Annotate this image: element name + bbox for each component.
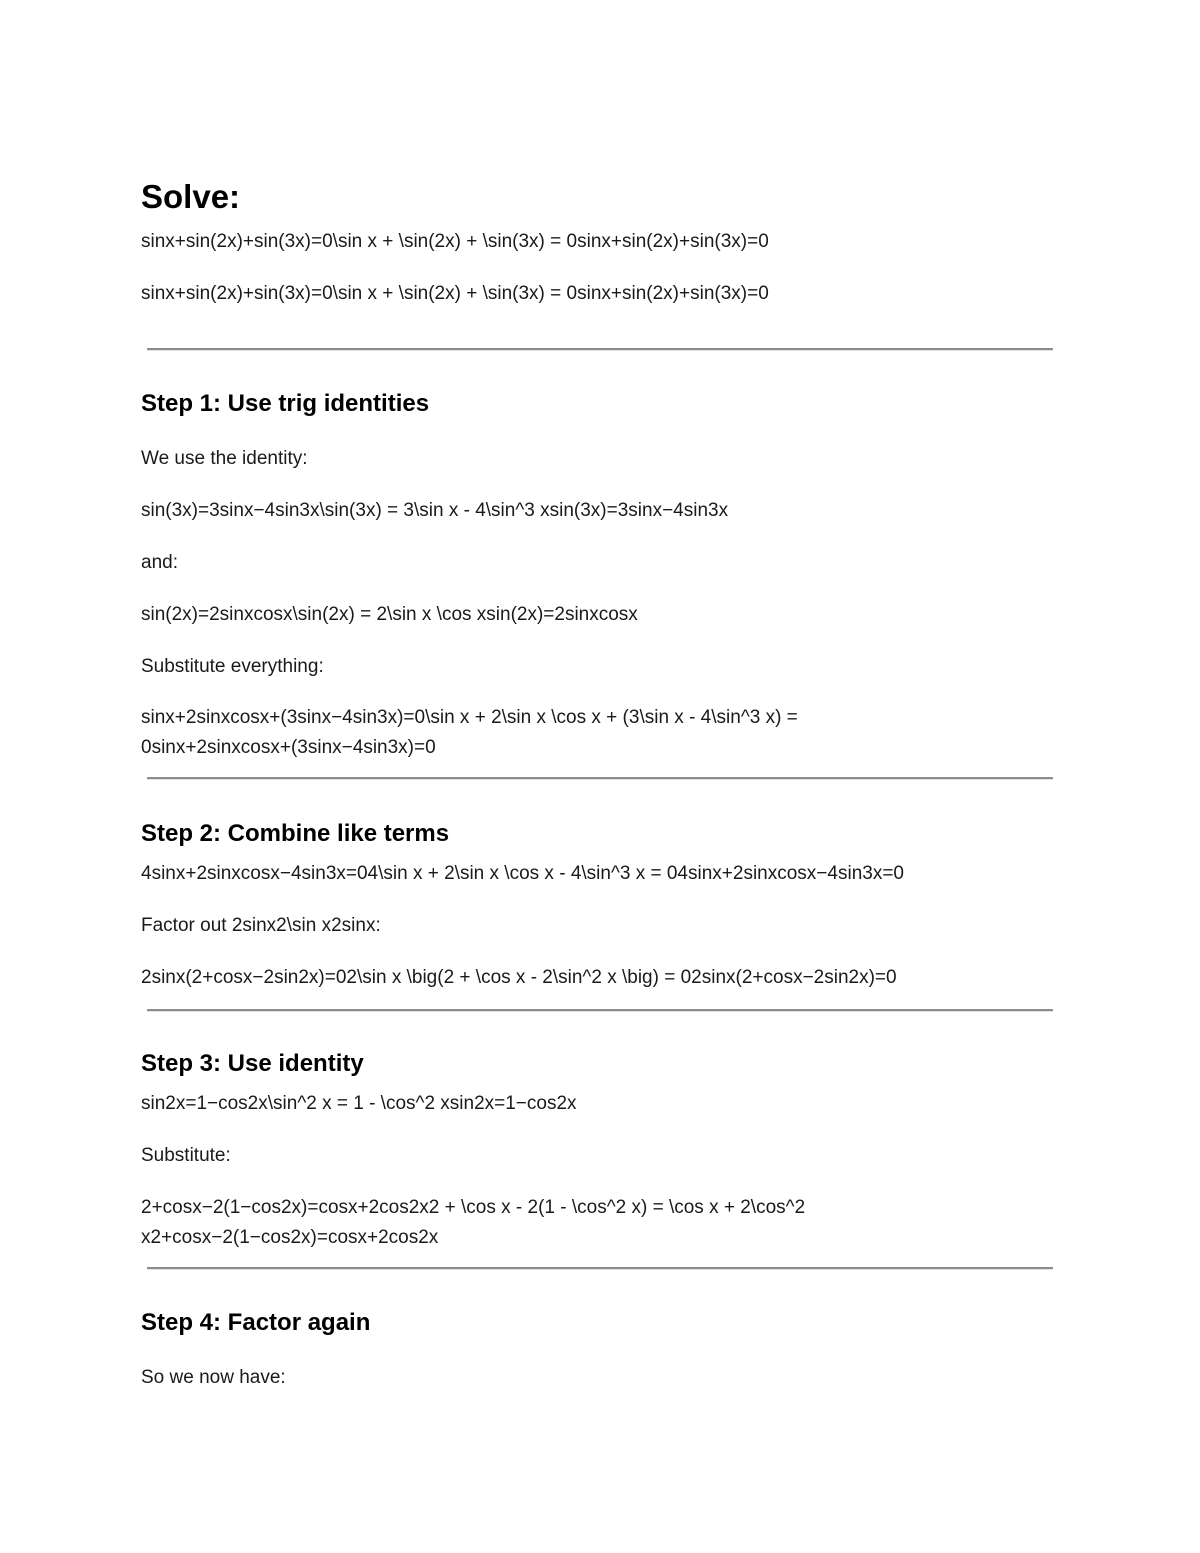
section-divider-3 (147, 1009, 1053, 1012)
step2-equation-2: 2sinx(2+cosx−2sin2x)=02\sin x \big(2 + \cos x - 2\sin^2 x \big) = 02sinx(2+cosx−2sin2x)=0 (141, 967, 897, 988)
step3-paragraph-1: Substitute: (141, 1145, 231, 1166)
step2-heading: Step 2: Combine like terms (141, 820, 450, 847)
step1-equation-1: sin(3x)=3sinx−4sin3x\sin(3x) = 3\sin x - 4\sin^3 xsin(3x)=3sinx−4sin3x (141, 500, 729, 521)
intro-equation-1: sinx+sin(2x)+sin(3x)=0\sin x + \sin(2x) + \sin(3x) = 0sinx+sin(2x)+sin(3x)=0 (141, 231, 769, 252)
step1-paragraph-3: Substitute everything: (141, 656, 324, 677)
step3-equation-2: 2+cosx−2(1−cos2x)=cosx+2cos2x2 + \cos x - 2(1 - \cos^2 x) = \cos x + 2\cos^2 x2+cosx−2(1−cos2x)=cosx+2cos2x (141, 1197, 806, 1248)
step3-equation-1: sin2x=1−cos2x\sin^2 x = 1 - \cos^2 xsin2x=1−cos2x (141, 1093, 577, 1114)
step4-heading: Step 4: Factor again (141, 1309, 371, 1336)
step1-paragraph-1: We use the identity: (141, 448, 308, 469)
step2-equation-1: 4sinx+2sinxcosx−4sin3x=04\sin x + 2\sin x \cos x - 4\sin^3 x = 04sinx+2sinxcosx−4sin3x=0 (141, 863, 904, 884)
step4-paragraph-1: So we now have: (141, 1367, 286, 1388)
step2-paragraph-1: Factor out 2sinx2\sin x2sinx: (141, 915, 381, 936)
step3-heading: Step 3: Use identity (141, 1050, 364, 1077)
step1-paragraph-2: and: (141, 552, 178, 573)
step1-heading: Step 1: Use trig identities (141, 390, 430, 417)
section-divider-1 (147, 348, 1053, 351)
step1-equation-3: sinx+2sinxcosx+(3sinx−4sin3x)=0\sin x + 2\sin x \cos x + (3\sin x - 4\sin^3 x) = 0sinx+2sinxcosx+(3sinx−4sin3x)=0 (141, 707, 798, 758)
section-divider-4 (147, 1267, 1053, 1270)
intro-equation-2: sinx+sin(2x)+sin(3x)=0\sin x + \sin(2x) + \sin(3x) = 0sinx+sin(2x)+sin(3x)=0 (141, 283, 769, 304)
page-title: Solve: (141, 178, 241, 215)
section-divider-2 (147, 777, 1053, 780)
step1-equation-2: sin(2x)=2sinxcosx\sin(2x) = 2\sin x \cos xsin(2x)=2sinxcosx (141, 604, 638, 625)
